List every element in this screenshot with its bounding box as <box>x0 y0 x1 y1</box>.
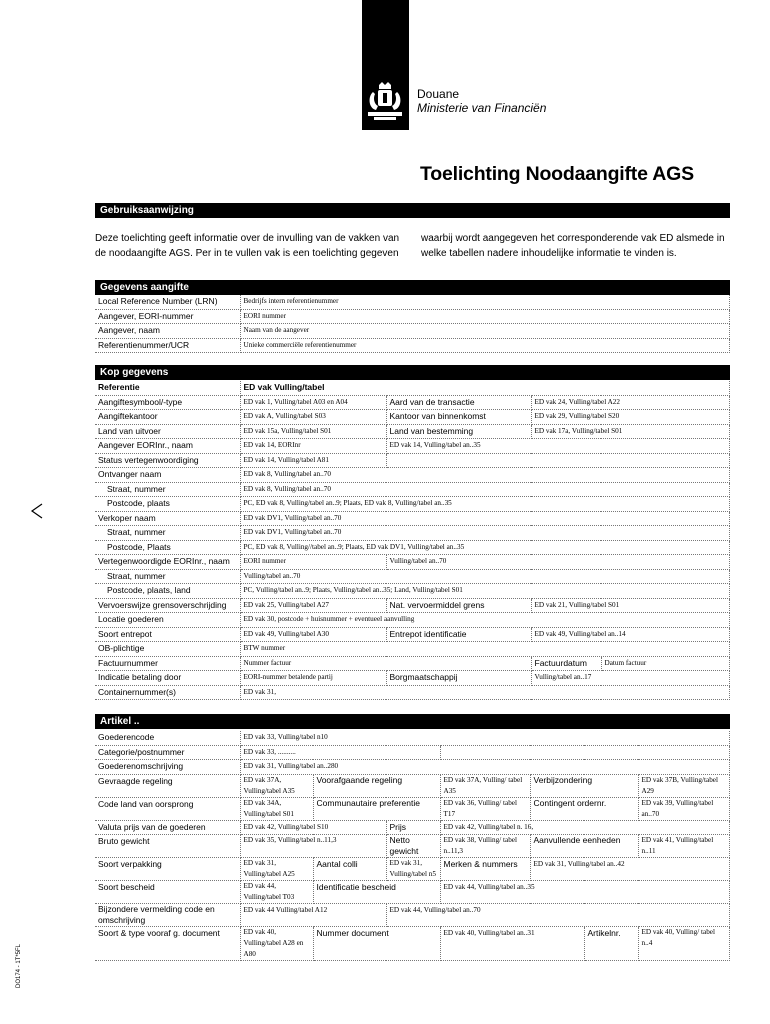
field-value[interactable]: ED vak 37A, Vulling/ tabel A35 <box>440 774 530 797</box>
field-label: Soort & type vooraf g. document <box>95 927 240 961</box>
field-label: Straat, nummer <box>95 526 240 541</box>
field-label: Identificatie bescheid <box>313 881 440 904</box>
table-row <box>95 555 730 570</box>
table-row <box>95 598 730 613</box>
field-label: Factuurdatum <box>531 656 601 671</box>
field-label: Aantal colli <box>313 858 386 881</box>
field-label: Postcode, plaats <box>95 497 240 512</box>
table-row <box>95 424 730 439</box>
table-row <box>95 468 730 483</box>
field-value[interactable]: ED vak 35, Vulling/tabel n..11,3 <box>240 835 386 858</box>
field-label: Soort entrepot <box>95 627 240 642</box>
table-row <box>95 927 730 961</box>
table-row <box>95 410 730 425</box>
org-name-block <box>417 87 546 115</box>
table-row <box>95 627 730 642</box>
field-value[interactable]: ED vak DV1, Vulling/tabel an..70 <box>240 526 730 541</box>
field-value[interactable]: ED vak 31, Vulling/tabel an..280 <box>240 760 730 775</box>
field-value[interactable]: ED vak 29, Vulling/tabel S20 <box>531 410 730 425</box>
field-value[interactable]: ED vak 24, Vulling/tabel A22 <box>531 395 730 410</box>
kop-table <box>95 381 730 700</box>
table-row <box>95 540 730 555</box>
field-label: Land van uitvoer <box>95 424 240 439</box>
field-value[interactable]: ED vak 8, Vulling/tabel an..70 <box>240 482 730 497</box>
table-row <box>95 656 730 671</box>
side-code: DO174 - 1T*5FL <box>16 943 22 988</box>
field-label: Verbijzondering <box>530 774 638 797</box>
org-name: Douane <box>417 87 460 101</box>
field-value[interactable]: Vulling/tabel an..70 <box>240 569 730 584</box>
table-row <box>95 820 730 835</box>
table-row <box>95 482 730 497</box>
table-row <box>95 395 730 410</box>
table-row <box>95 671 730 686</box>
field-value[interactable]: ED vak 36, Vulling/ tabel T17 <box>440 797 530 820</box>
table-row <box>95 797 730 820</box>
field-value[interactable]: Nummer factuur <box>240 656 531 671</box>
field-label: Code land van oorsprong <box>95 797 240 820</box>
field-value[interactable]: EORI nummer <box>240 555 386 570</box>
section-heading-artikel: Artikel .. <box>95 714 730 729</box>
gegevens-table <box>95 295 730 353</box>
field-label: Soort verpakking <box>95 858 240 881</box>
field-label: Locatie goederen <box>95 613 240 628</box>
field-value[interactable]: PC, Vulling/tabel an..9; Plaats, Vulling/tabel an..35; Land, Vulling/tabel S01 <box>240 584 730 599</box>
field-label: Valuta prijs van de goederen <box>95 820 240 835</box>
field-label: Nat. vervoermiddel grens <box>386 598 531 613</box>
field-label: Soort bescheid <box>95 881 240 904</box>
field-label: Entrepot identificatie <box>386 627 531 642</box>
table-row <box>95 497 730 512</box>
field-label: Contingent ordernr. <box>530 797 638 820</box>
field-label: Bijzondere vermelding code en omschrijving <box>95 904 240 927</box>
page-title: Toelichting Noodaangifte AGS <box>420 163 694 185</box>
field-value[interactable]: Datum factuur <box>601 656 730 671</box>
field-value[interactable]: Vulling/tabel an..70 <box>386 555 730 570</box>
field-value[interactable]: ED vak 49, Vulling/tabel an..14 <box>531 627 730 642</box>
field-label: Goederenomschrijving <box>95 760 240 775</box>
table-row <box>95 569 730 584</box>
field-label: Aangiftesymbool/-type <box>95 395 240 410</box>
table-row <box>95 858 730 881</box>
field-label: Factuurnummer <box>95 656 240 671</box>
field-label: Postcode, plaats, land <box>95 584 240 599</box>
field-label: Vertegenwoordigde EORInr., naam <box>95 555 240 570</box>
table-row <box>95 904 730 927</box>
field-value[interactable]: ED vak 49, Vulling/tabel A30 <box>240 627 386 642</box>
field-value[interactable]: ED vak 40, Vulling/tabel an..31 <box>440 927 584 961</box>
field-label: Borgmaatschappij <box>386 671 531 686</box>
table-row <box>95 774 730 797</box>
field-value[interactable]: ED vak 14, EORInr <box>240 439 386 454</box>
field-value[interactable]: ED vak 42, Vulling/tabel n. 16, <box>440 820 730 835</box>
field-label: Aangever EORInr., naam <box>95 439 240 454</box>
field-label: Straat, nummer <box>95 482 240 497</box>
field-label: Artikelnr. <box>584 927 638 961</box>
field-label: Land van bestemming <box>386 424 531 439</box>
field-label: Categorie/postnummer <box>95 745 240 760</box>
field-value[interactable]: ED vak 31, Vulling/tabel A25 <box>240 858 313 881</box>
field-value[interactable]: ED vak 44 Vulling/tabel A12 <box>240 904 386 927</box>
field-value[interactable]: Unieke commerciële referentienummer <box>240 338 730 353</box>
section-heading-gebruik: Gebruiksaanwijzing <box>95 203 730 218</box>
table-row <box>95 731 730 745</box>
field-label: Aangever, EORI-nummer <box>95 309 240 324</box>
table-row <box>95 511 730 526</box>
field-value[interactable]: ED vak 21, Vulling/tabel S01 <box>531 598 730 613</box>
table-row <box>95 613 730 628</box>
col-header-ed: ED vak Vulling/tabel <box>240 381 730 395</box>
field-value[interactable]: EORI nummer <box>240 309 730 324</box>
field-value[interactable]: ED vak 40, Vulling/tabel A28 en A80 <box>240 927 313 961</box>
table-row <box>95 453 730 468</box>
field-value[interactable]: Vulling/tabel an..17 <box>531 671 730 686</box>
field-value[interactable]: ED vak 25, Vulling/tabel A27 <box>240 598 386 613</box>
table-row <box>95 295 730 309</box>
field-label: Aard van de transactie <box>386 395 531 410</box>
table-row <box>95 584 730 599</box>
table-row <box>95 685 730 700</box>
field-label: Prijs <box>386 820 440 835</box>
empty-cell <box>386 453 730 468</box>
field-label: Status vertegenwoordiging <box>95 453 240 468</box>
field-label: Aangever, naam <box>95 324 240 339</box>
intro-text-col1: Deze toelichting geeft informatie over de invulling van de vakken van de noodaangifte AGS. Per in te vullen vak is een toelichting gegeven <box>95 233 400 259</box>
section-heading-gegevens: Gegevens aangifte <box>95 280 730 295</box>
field-value[interactable]: ED vak 31, Vulling/tabel an..42 <box>530 858 730 881</box>
table-row <box>95 338 730 353</box>
field-label: Verkoper naam <box>95 511 240 526</box>
field-label: OB-plichtige <box>95 642 240 657</box>
field-value[interactable]: ED vak 30, postcode + huisnummer + eventueel aanvulling <box>240 613 730 628</box>
field-value[interactable]: Naam van de aangever <box>240 324 730 339</box>
table-row <box>95 526 730 541</box>
field-label: Ontvanger naam <box>95 468 240 483</box>
field-value[interactable]: ED vak 41, Vulling/tabel n..11 <box>638 835 730 858</box>
field-value[interactable]: ED vak 44, Vulling/tabel an..35 <box>440 881 730 904</box>
field-value[interactable]: ED vak 15a, Vulling/tabel S01 <box>240 424 386 439</box>
field-value[interactable]: ED vak 33, Vulling/tabel n10 <box>240 731 730 745</box>
field-label: Vervoerswijze grensoverschrijding <box>95 598 240 613</box>
field-label: Nummer document <box>313 927 440 961</box>
field-label: Containernummer(s) <box>95 685 240 700</box>
field-value[interactable]: ED vak DV1, Vulling/tabel an..70 <box>240 511 730 526</box>
table-row <box>95 881 730 904</box>
field-value[interactable]: ED vak 42, Vulling/tabel S10 <box>240 820 386 835</box>
field-label: Aanvullende eenheden <box>530 835 638 858</box>
field-value[interactable]: ED vak 8, Vulling/tabel an..70 <box>240 468 730 483</box>
field-value[interactable]: ED vak 39, Vulling/tabel an..70 <box>638 797 730 820</box>
table-row <box>95 745 730 760</box>
field-label: Goederencode <box>95 731 240 745</box>
artikel-table <box>95 731 730 961</box>
field-label: Voorafgaande regeling <box>313 774 440 797</box>
field-value[interactable]: ED vak 34A, Vulling/tabel S01 <box>240 797 313 820</box>
table-row <box>95 309 730 324</box>
field-label: Bruto gewicht <box>95 835 240 858</box>
field-value[interactable]: ED vak 44, Vulling/tabel an..70 <box>386 904 730 927</box>
chevron-left-icon[interactable] <box>30 502 44 520</box>
table-row <box>95 439 730 454</box>
field-value[interactable]: ED vak 37A, Vulling/tabel A35 <box>240 774 313 797</box>
field-value[interactable]: ED vak 44, Vulling/tabel T03 <box>240 881 313 904</box>
field-label: Communautaire preferentie <box>313 797 440 820</box>
field-value[interactable]: ED vak A, Vulling/tabel S03 <box>240 410 386 425</box>
table-row <box>95 760 730 775</box>
field-label: Gevraagde regeling <box>95 774 240 797</box>
field-value[interactable]: ED vak 37B, Vulling/tabel A29 <box>638 774 730 797</box>
field-value[interactable]: Bedrijfs intern referentienummer <box>240 295 730 309</box>
field-value[interactable]: EORI-nummer betalende partij <box>240 671 386 686</box>
table-header-row <box>95 381 730 395</box>
field-value[interactable]: ED vak 38, Vulling/ tabel n..11,3 <box>440 835 530 858</box>
field-value[interactable]: PC, ED vak 8, Vulling//tabel an..9; Plaats, ED vak DV1, Vulling/tabel an..35 <box>240 540 730 555</box>
crest-logo <box>364 82 406 122</box>
empty-cell <box>440 745 730 760</box>
field-label: Indicatie betaling door <box>95 671 240 686</box>
field-value[interactable]: ED vak 14, Vulling/tabel an..35 <box>386 439 730 454</box>
field-label: Straat, nummer <box>95 569 240 584</box>
field-value[interactable]: PC, ED vak 8, Vulling/tabel an..9; Plaats, ED vak 8, Vulling/tabel an..35 <box>240 497 730 512</box>
field-label: Aangiftekantoor <box>95 410 240 425</box>
field-value[interactable]: ED vak 1, Vulling/tabel A03 en A04 <box>240 395 386 410</box>
field-value[interactable]: ED vak 31, <box>240 685 730 700</box>
table-row <box>95 324 730 339</box>
table-row <box>95 835 730 858</box>
field-label: Kantoor van binnenkomst <box>386 410 531 425</box>
field-label: Referentienummer/UCR <box>95 338 240 353</box>
field-value[interactable]: ED vak 33, .......... <box>240 745 440 760</box>
field-value[interactable]: BTW nummer <box>240 642 730 657</box>
field-label: Netto gewicht <box>386 835 440 858</box>
intro-text-col2: waarbij wordt aangegeven het corresponderende vak ED alsmede in welke tabellen nadere inhoudelijke informatie te vinden is. <box>421 233 725 259</box>
table-row <box>95 642 730 657</box>
field-value[interactable]: ED vak 14, Vulling/tabel A81 <box>240 453 386 468</box>
field-label: Local Reference Number (LRN) <box>95 295 240 309</box>
section-heading-kop: Kop gegevens <box>95 365 730 380</box>
field-value[interactable]: ED vak 31, Vulling/tabel n5 <box>386 858 440 881</box>
col-header-referentie: Referentie <box>95 381 240 395</box>
field-label: Postcode, Plaats <box>95 540 240 555</box>
field-value[interactable]: ED vak 40, Vulling/ tabel n..4 <box>638 927 730 961</box>
field-label: Merken & nummers <box>440 858 530 881</box>
ministry-name: Ministerie van Financiën <box>417 101 547 115</box>
field-value[interactable]: ED vak 17a, Vulling/tabel S01 <box>531 424 730 439</box>
